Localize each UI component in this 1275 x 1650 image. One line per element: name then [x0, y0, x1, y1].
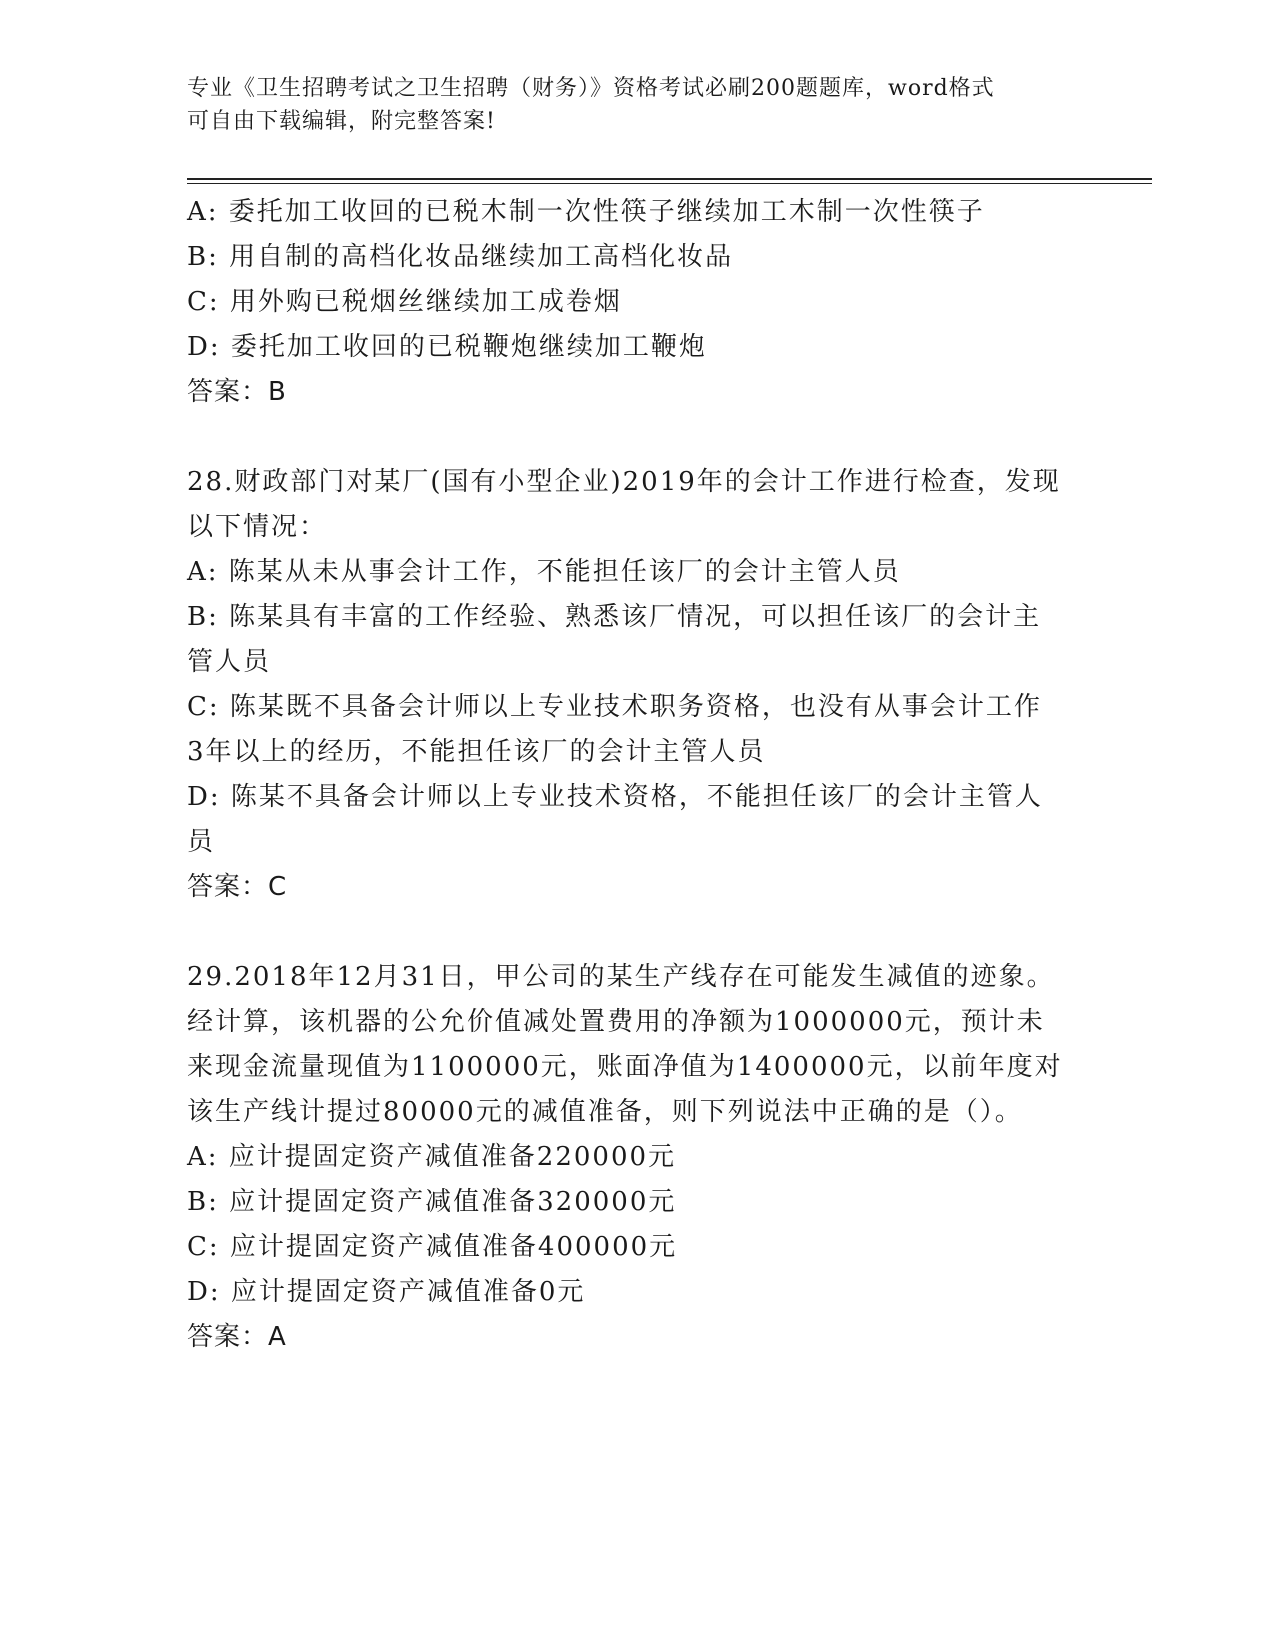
header-rule-thick	[187, 178, 1152, 180]
option-c: C: 陈某既不具备会计师以上专业技术职务资格，也没有从事会计工作	[187, 692, 1042, 722]
option-a: A: 陈某从未从事会计工作，不能担任该厂的会计主管人员	[187, 557, 901, 587]
answer: 答案：A	[187, 1322, 287, 1352]
document-body	[187, 190, 1087, 1405]
option-b-continued: 管人员	[187, 647, 272, 677]
question-stem-line: 来现金流量现值为1100000元，账面净值为1400000元，以前年度对	[187, 1052, 1063, 1082]
option-d-continued: 员	[187, 827, 216, 857]
option-d: D: 陈某不具备会计师以上专业技术资格，不能担任该厂的会计主管人	[187, 782, 1043, 812]
option-b: B: 用自制的高档化妆品继续加工高档化妆品	[187, 242, 734, 272]
header-line-2: 可自由下载编辑，附完整答案!	[187, 109, 496, 134]
answer: 答案：B	[187, 377, 287, 407]
option-d: D: 委托加工收回的已税鞭炮继续加工鞭炮	[187, 332, 707, 362]
answer: 答案：C	[187, 872, 288, 902]
option-c: C: 用外购已税烟丝继续加工成卷烟	[187, 287, 622, 317]
question-27	[187, 190, 1087, 415]
option-c: C: 应计提固定资产减值准备400000元	[187, 1232, 678, 1262]
question-stem-line: 29.2018年12月31日，甲公司的某生产线存在可能发生减值的迹象。	[187, 962, 1055, 992]
question-stem-line: 28.财政部门对某厂(国有小型企业)2019年的会计工作进行检查，发现	[187, 467, 1061, 497]
option-a: A: 委托加工收回的已税木制一次性筷子继续加工木制一次性筷子	[187, 197, 985, 227]
option-a: A: 应计提固定资产减值准备220000元	[187, 1142, 677, 1172]
header-rule-thin	[187, 183, 1152, 184]
header-line-1: 专业《卫生招聘考试之卫生招聘（财务）》资格考试必刷200题题库，word格式	[187, 76, 995, 101]
question-28	[187, 460, 1087, 910]
question-stem-line: 经计算，该机器的公允价值减处置费用的净额为1000000元，预计未	[187, 1007, 1045, 1037]
option-c-continued: 3年以上的经历，不能担任该厂的会计主管人员	[187, 737, 766, 767]
question-stem-line: 以下情况：	[187, 512, 328, 542]
option-b: B: 应计提固定资产减值准备320000元	[187, 1187, 677, 1217]
document-header	[187, 72, 1067, 138]
question-stem-line: 该生产线计提过80000元的减值准备，则下列说法中正确的是（）。	[187, 1097, 1023, 1127]
question-29	[187, 955, 1087, 1360]
option-d: D: 应计提固定资产减值准备0元	[187, 1277, 586, 1307]
option-b: B: 陈某具有丰富的工作经验、熟悉该厂情况，可以担任该厂的会计主	[187, 602, 1042, 632]
